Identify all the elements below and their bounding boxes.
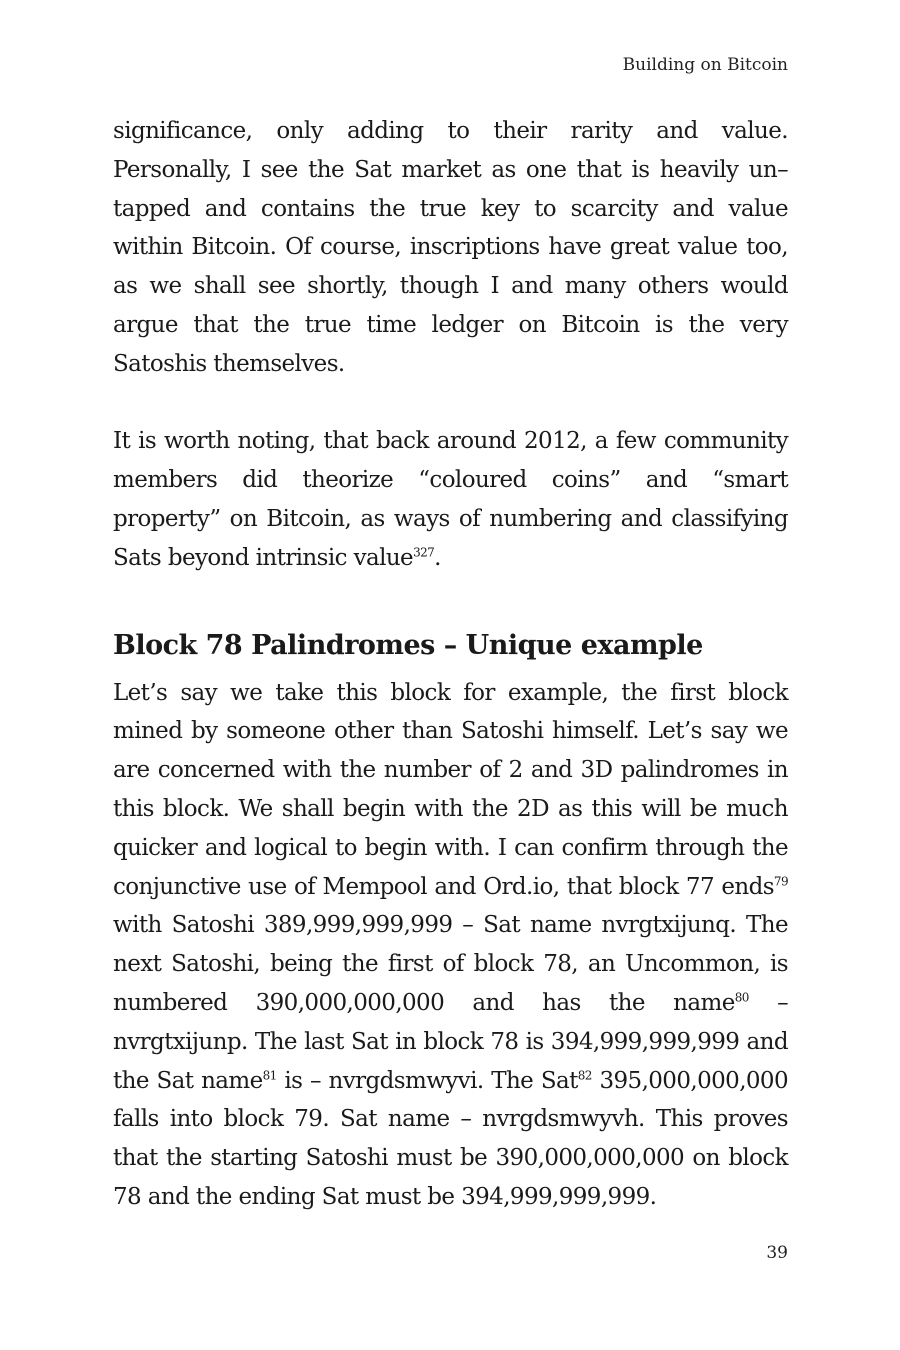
footnote-ref-81: 81	[262, 1067, 277, 1082]
paragraph-sat-market: significance, only adding to their rarity and value. Personally, I see the Sat market as one that is heavily un–tapped and contains the true key to scarcity and value within Bitcoin. Of course, inscriptions have great value too, as we shall see shortly, though I and many others would argue that the true time ledger on Bitcoin is the very Satoshis themselves.	[113, 118, 788, 377]
footnote-ref-82: 82	[577, 1067, 592, 1082]
footnote-ref-80: 80	[734, 990, 749, 1005]
footnote-ref-79: 79	[773, 873, 788, 888]
paragraph-end: .	[434, 544, 441, 571]
paragraph-segment: – nvrgtxijunp. The last Sat in block 78 is 394,999,999,999 and the Sat name	[113, 989, 788, 1094]
paragraph-segment: with Satoshi 389,999,999,999 – Sat name nvrgtxijunq. The next Satoshi, being the first of block 78, an Uncommon, is numbered 390,000,000,000 and has the name	[113, 912, 788, 1016]
paragraph-text: It is worth noting, that back around 2012, a few community members did theorize “coloured coins” and “smart property” on Bitcoin, as ways of numbering and classifying Sats beyond intrinsic value	[113, 428, 788, 571]
running-header: Building on Bitcoin	[622, 55, 788, 75]
paragraph-segment: Let’s say we take this block for example, the first block mined by someone other than Satoshi himself. Let’s say we are concerned with the number of 2 and 3D palindromes in this block. We shall begin with the 2D as this will be much quicker and logical to begin with. I can confirm through the conjunctive use of Mempool and Ord.io, that block 77 ends	[113, 679, 788, 900]
footnote-ref-327: 327	[413, 545, 435, 560]
page-number: 39	[766, 1243, 788, 1263]
paragraph-segment: 395,000,000,000 falls into block 79. Sat name – nvrgdsmwyvh. This proves that the starting Satoshi must be 390,000,000,000 on block 78 and the ending Sat must be 394,999,999,999.	[113, 1067, 788, 1210]
section-heading: Block 78 Palindromes – Unique example	[113, 629, 703, 661]
paragraph-coloured-coins	[113, 422, 788, 577]
paragraph-segment: is – nvrgdsmwyvi. The Sat	[276, 1067, 578, 1094]
page-content	[113, 112, 788, 1217]
paragraph-block-78	[113, 674, 788, 1217]
